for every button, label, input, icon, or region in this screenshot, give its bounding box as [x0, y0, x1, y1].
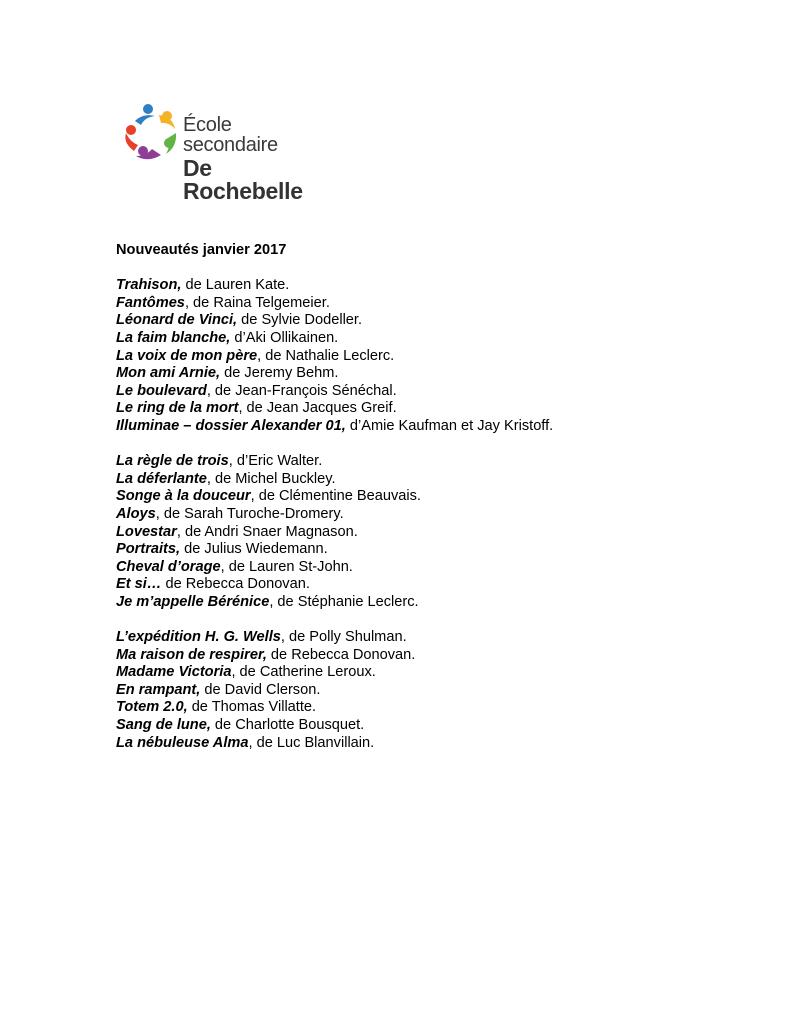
book-entry — [116, 277, 756, 295]
book-entry — [116, 664, 756, 682]
book-entry — [116, 735, 756, 753]
book-entry — [116, 348, 756, 366]
book-title: Portraits, — [116, 541, 181, 558]
book-group — [116, 629, 756, 752]
book-author: d’Amie Kaufman et Jay Kristoff. — [345, 417, 554, 434]
book-list — [116, 277, 756, 752]
book-title: Fantômes — [116, 294, 185, 311]
book-author: , de Jean-François Sénéchal. — [206, 382, 397, 399]
book-author: , de Michel Buckley. — [206, 470, 336, 487]
book-author: de Charlotte Bousquet. — [210, 717, 365, 734]
book-author: de Rebecca Donovan. — [161, 576, 310, 593]
book-entry — [116, 576, 756, 594]
book-author: de Thomas Villatte. — [187, 699, 317, 716]
book-author: , de Raina Telgemeier. — [184, 294, 330, 311]
book-title: Songe à la douceur — [116, 488, 251, 505]
book-group — [116, 277, 756, 435]
book-title: La nébuleuse Alma — [116, 734, 249, 751]
book-entry — [116, 559, 756, 577]
book-title: Lovestar — [116, 523, 177, 540]
document-body — [116, 242, 756, 770]
book-entry — [116, 629, 756, 647]
book-author: de Jeremy Behm. — [220, 365, 339, 382]
book-title: Mon ami Arnie, — [116, 365, 221, 382]
book-entry — [116, 506, 756, 524]
book-author: de Rebecca Donovan. — [266, 646, 416, 663]
book-author: , de Jean Jacques Greif. — [238, 400, 397, 417]
book-author: , de Andri Snaer Magnason. — [176, 523, 358, 540]
book-author: , de Stéphanie Leclerc. — [269, 593, 419, 610]
book-entry — [116, 471, 756, 489]
book-entry — [116, 717, 756, 735]
book-author: de Sylvie Dodeller. — [237, 312, 363, 329]
book-title: Ma raison de respirer, — [116, 646, 267, 663]
book-author: de Lauren Kate. — [181, 277, 290, 294]
school-logo — [121, 103, 321, 204]
book-title: La voix de mon père — [116, 347, 258, 364]
book-author: d’Aki Ollikainen. — [230, 329, 339, 346]
book-entry — [116, 682, 756, 700]
book-entry — [116, 418, 756, 436]
book-entry — [116, 400, 756, 418]
school-logo-emblem-icon — [121, 103, 183, 165]
book-title: Et si… — [116, 576, 162, 593]
book-entry — [116, 488, 756, 506]
book-title: La règle de trois — [116, 453, 229, 470]
book-entry — [116, 524, 756, 542]
book-entry — [116, 453, 756, 471]
book-entry — [116, 383, 756, 401]
book-title: L’expédition H. G. Wells — [116, 629, 281, 646]
book-entry — [116, 295, 756, 313]
book-author: , de Nathalie Leclerc. — [257, 347, 395, 364]
book-author: , de Clémentine Beauvais. — [250, 488, 421, 505]
book-group — [116, 453, 756, 611]
book-author: , de Luc Blanvillain. — [248, 734, 375, 751]
book-author: , de Lauren St-John. — [220, 558, 353, 575]
book-entry — [116, 330, 756, 348]
school-logo-text — [183, 115, 321, 203]
book-author: , de Sarah Turoche-Dromery. — [155, 505, 344, 522]
book-title: Illuminae – dossier Alexander 01, — [116, 417, 346, 434]
book-author: de David Clerson. — [200, 681, 321, 698]
book-title: Je m’appelle Bérénice — [116, 593, 270, 610]
book-author: , d’Eric Walter. — [228, 453, 323, 470]
book-author: de Julius Wiedemann. — [180, 541, 328, 558]
logo-line-secondaire: secondaire — [183, 134, 278, 156]
book-title: Madame Victoria — [116, 664, 232, 681]
book-entry — [116, 541, 756, 559]
book-author: , de Polly Shulman. — [280, 629, 407, 646]
book-title: Le ring de la mort — [116, 400, 239, 417]
book-title: Trahison, — [116, 277, 182, 294]
book-entry — [116, 365, 756, 383]
book-author: , de Catherine Leroux. — [231, 664, 376, 681]
book-entry — [116, 647, 756, 665]
logo-line-rochebelle: De Rochebelle — [183, 155, 303, 204]
book-entry — [116, 699, 756, 717]
book-title: La déferlante — [116, 470, 207, 487]
book-entry — [116, 594, 756, 612]
book-title: Sang de lune, — [116, 717, 211, 734]
book-title: Cheval d’orage — [116, 558, 221, 575]
book-title: Aloys — [116, 505, 156, 522]
book-title: Totem 2.0, — [116, 699, 188, 716]
book-title: Léonard de Vinci, — [116, 312, 238, 329]
book-entry — [116, 312, 756, 330]
book-title: La faim blanche, — [116, 329, 231, 346]
book-title: Le boulevard — [116, 382, 207, 399]
logo-line-ecole: École — [183, 114, 232, 136]
document-heading: Nouveautés janvier 2017 — [116, 242, 287, 258]
book-title: En rampant, — [116, 681, 201, 698]
